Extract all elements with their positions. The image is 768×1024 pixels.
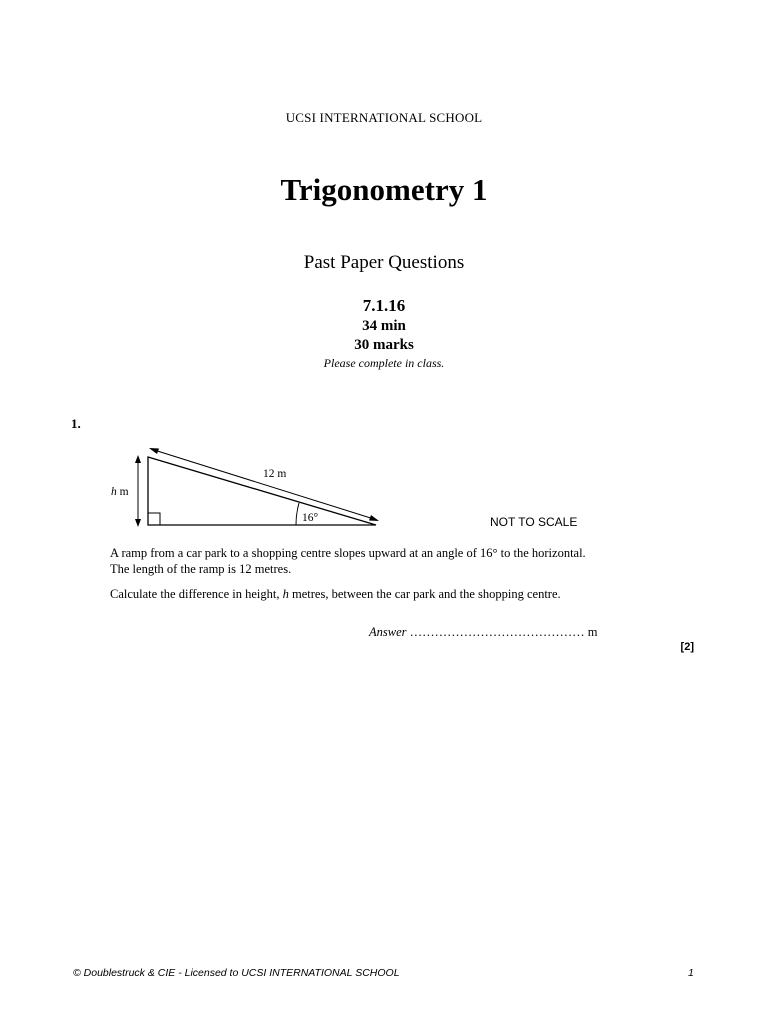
question-text-line-2: The length of the ramp is 12 metres. [110, 562, 292, 576]
angle-label: 16° [302, 512, 319, 524]
ramp-triangle-diagram [100, 440, 400, 535]
question-text [110, 545, 586, 577]
hypotenuse-label: 12 m [263, 468, 287, 480]
answer-dots[interactable]: …………………………………… [406, 625, 588, 639]
question-prompt: Calculate the difference in height, h metres, between the car park and the shopping centre. [110, 587, 561, 601]
question-text-line-1: A ramp from a car park to a shopping centre slopes upward at an angle of 16° to the horizontal. [110, 546, 586, 560]
school-name: UCSI INTERNATIONAL SCHOOL [285, 110, 483, 125]
page-number: 1 [688, 967, 694, 979]
right-angle-marker [148, 513, 160, 525]
page-subtitle: Past Paper Questions [303, 252, 465, 273]
question-number: 1. [71, 416, 81, 431]
hypotenuse-arrowhead-end [369, 515, 379, 521]
ramp-triangle [148, 457, 376, 525]
height-label: h m [111, 486, 129, 498]
page-title: Trigonometry 1 [280, 172, 488, 207]
answer-unit: m [587, 625, 598, 639]
footer-copyright: © Doublestruck & CIE - Licensed to UCSI INTERNATIONAL SCHOOL [73, 967, 400, 979]
paper-marks: 30 marks [354, 337, 414, 353]
instruction-note: Please complete in class. [323, 356, 445, 370]
angle-arc [296, 503, 299, 525]
answer-label: Answer [369, 625, 407, 639]
paper-code: 7.1.16 [362, 296, 406, 315]
hypotenuse-arrow [151, 449, 377, 520]
height-arrowhead-top [135, 455, 141, 463]
height-arrowhead-bottom [135, 519, 141, 527]
paper-duration: 34 min [362, 318, 406, 334]
hypotenuse-arrowhead-start [149, 448, 159, 454]
question-marks: [2] [680, 641, 694, 653]
not-to-scale-label: NOT TO SCALE [490, 515, 578, 529]
answer-line[interactable] [369, 625, 597, 640]
